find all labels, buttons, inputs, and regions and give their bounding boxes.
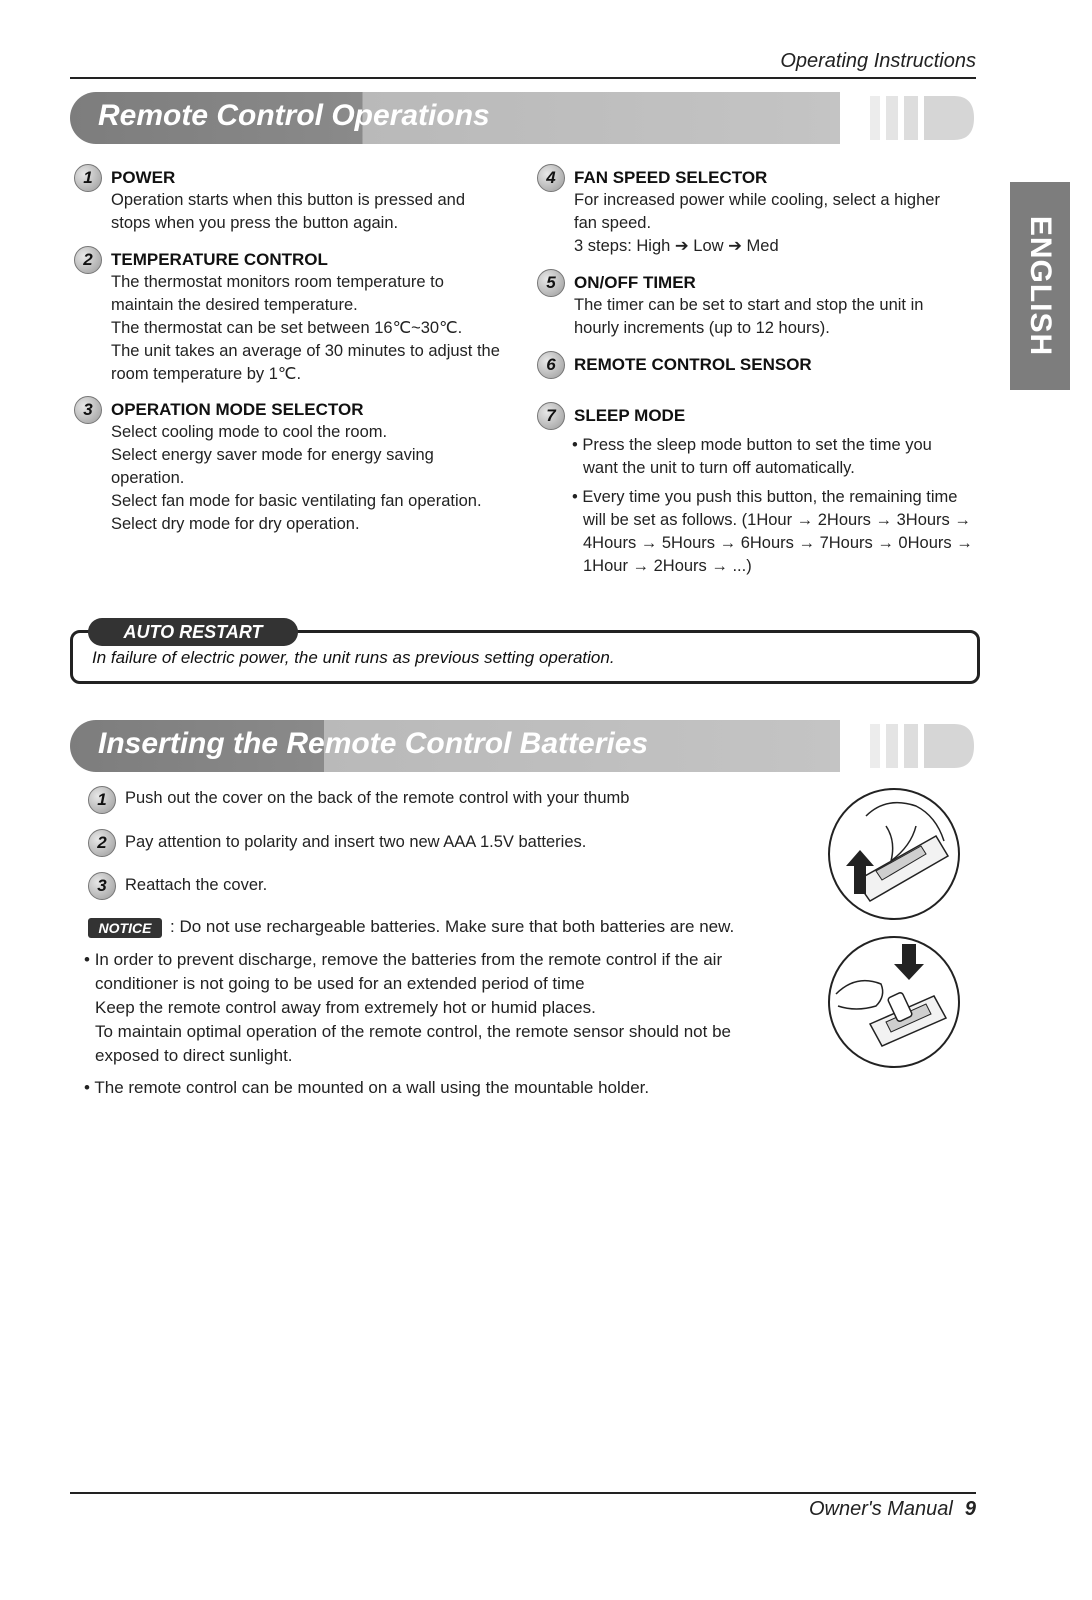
- item-number-badge: 2: [74, 246, 102, 274]
- step-text: Push out the cover on the back of the remote control with your thumb: [125, 789, 630, 807]
- item-description-temperature-control: The thermostat monitors room temperature to maintain the desired temperature. The thermostat can be set between 16℃~30℃. The unit takes an average of 30 minutes to adjust the room temperature by 1℃.: [111, 273, 500, 383]
- item-title-remote-control-sensor: REMOTE CONTROL SENSOR: [574, 355, 812, 374]
- item-number-badge: 5: [537, 269, 565, 297]
- item-number-badge: 3: [74, 396, 102, 424]
- item-number-badge: 6: [537, 351, 565, 379]
- page-number: 9: [964, 1498, 976, 1520]
- banner-decoration-icon: [866, 720, 976, 772]
- section-banner-remote-control-operations: [70, 92, 840, 144]
- item-description-fan-speed: For increased power while cooling, select a higher fan speed. 3 steps: High ➔ Low ➔ Med: [574, 191, 940, 255]
- footer-manual-title: Owner's Manual: [808, 1498, 953, 1520]
- footer: [809, 1498, 976, 1521]
- section-title: Remote Control Operations: [98, 99, 490, 132]
- item-description-operation-mode: Select cooling mode to cool the room. Select energy saver mode for energy saving operation. Select fan mode for basic ventilating fan operation. Select dry mode for dry operation.: [111, 423, 482, 533]
- notice-text: : Do not use rechargeable batteries. Make sure that both batteries are new.: [170, 917, 735, 936]
- item-description-power: Operation starts when this button is pressed and stops when you press the button again.: [111, 191, 466, 232]
- item-number-badge: 7: [537, 402, 565, 430]
- banner-decoration-icon: [866, 92, 976, 144]
- notice-badge: NOTICE: [88, 918, 162, 938]
- insert-batteries-illustration-icon: [826, 934, 962, 1070]
- item-number-badge: 4: [537, 164, 565, 192]
- remove-cover-illustration-icon: [826, 786, 962, 922]
- sleep-mode-bullet: • Press the sleep mode button to set the time you want the unit to turn off automatically.: [572, 436, 932, 477]
- battery-care-bullet: • The remote control can be mounted on a wall using the mountable holder.: [84, 1078, 650, 1097]
- step-text: Pay attention to polarity and insert two new AAA 1.5V batteries.: [125, 833, 587, 851]
- header-title: Operating Instructions: [780, 50, 976, 72]
- item-title-on-off-timer: ON/OFF TIMER: [574, 273, 696, 292]
- section-banner-inserting-batteries: [70, 720, 840, 772]
- item-title-fan-speed-selector: FAN SPEED SELECTOR: [574, 168, 768, 187]
- step-text: Reattach the cover.: [125, 876, 268, 894]
- step-number-badge: 1: [88, 786, 116, 814]
- language-tab-english: ENGLISH: [1010, 182, 1070, 390]
- sleep-mode-bullet: • Every time you push this button, the remaining time will be set as follows. (1Hour → 2Hours → 3Hours → 4Hours → 5Hours → 6Hours → 7Hours → 0Hours → 1Hour → 2Hours → ...): [572, 488, 973, 575]
- section-title: Inserting the Remote Control Batteries: [98, 727, 649, 760]
- step-number-badge: 3: [88, 872, 116, 900]
- battery-care-bullet: • In order to prevent discharge, remove the batteries from the remote control if the air conditioner is not going to be used for an extended period of time Keep the remote control away from extremely hot or humid places. To maintain optimal operation of the remote control, the remote sensor should not be exposed to direct sunlight.: [84, 950, 731, 1065]
- item-title-power: POWER: [111, 168, 176, 187]
- step-number-badge: 2: [88, 829, 116, 857]
- auto-restart-text: In failure of electric power, the unit runs as previous setting operation.: [92, 648, 615, 667]
- item-title-operation-mode-selector: OPERATION MODE SELECTOR: [111, 400, 364, 419]
- item-number-badge: 1: [74, 164, 102, 192]
- item-description-on-off-timer: The timer can be set to start and stop the unit in hourly increments (up to 12 hours).: [574, 296, 924, 337]
- auto-restart-label: AUTO RESTART: [88, 618, 298, 646]
- footer-rule: [70, 1492, 976, 1494]
- item-title-temperature-control: TEMPERATURE CONTROL: [111, 250, 328, 269]
- item-title-sleep-mode: SLEEP MODE: [574, 406, 686, 425]
- header-rule: [70, 77, 976, 79]
